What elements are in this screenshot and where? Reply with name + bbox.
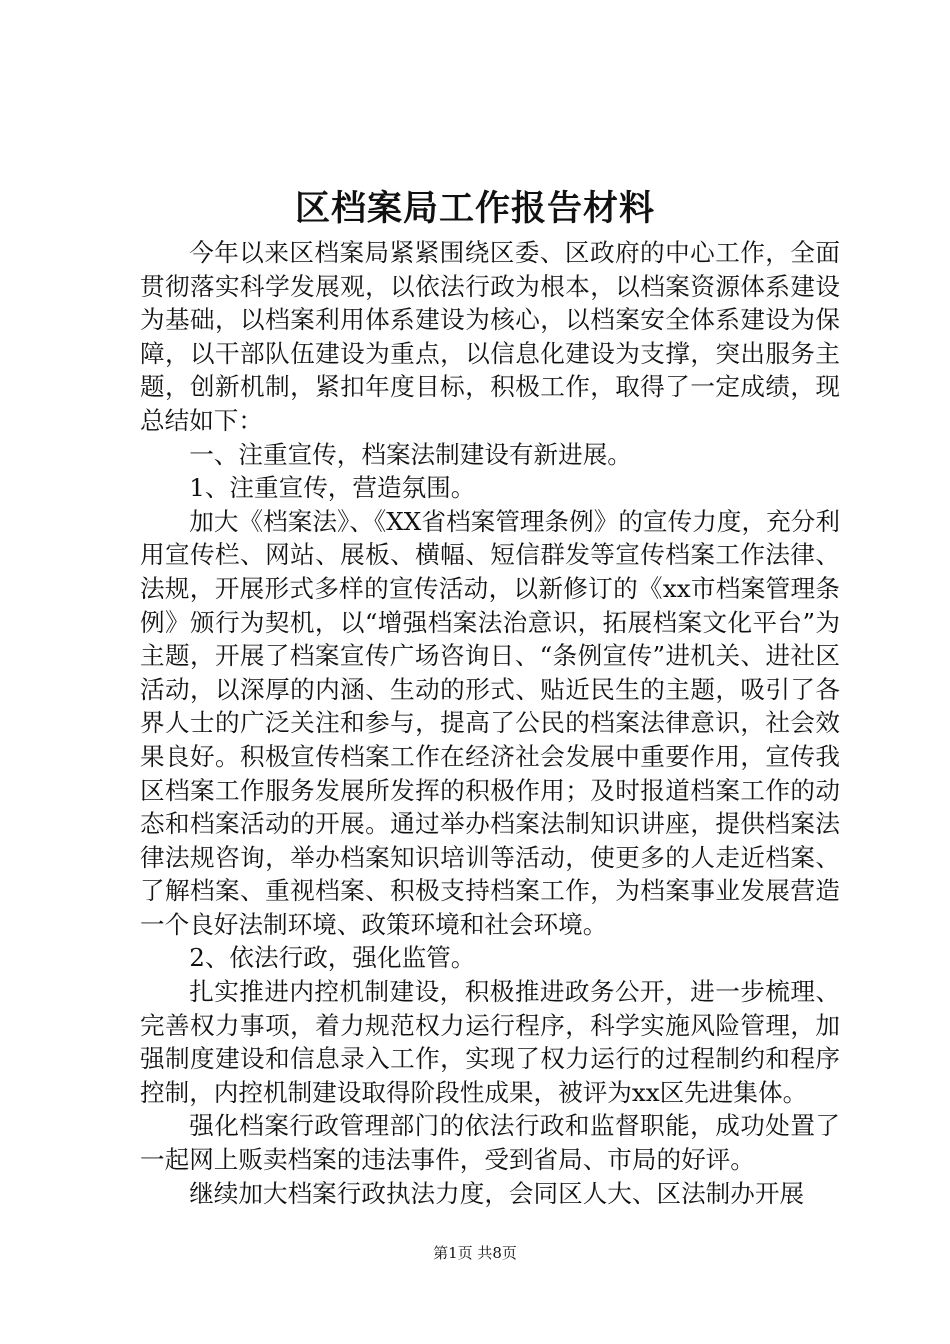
section-heading-1: 一、注重宣传，档案法制建设有新进展。 [189,439,632,469]
paragraph-internal-control: 扎实推进内控机制建设，积极推进政务公开，进一步梳理、完善权力事项，着力规范权力运行程序，科学实施风险管理，加强制度建设和信息录入工作，实现了权力运行的过程制约和程序控制，内控机制建设取得阶段性成果，被评为xx区先进集体。 [140,977,840,1107]
paragraph-enforcement: 继续加大档案行政执法力度，会同区人大、区法制办开展 [189,1178,805,1208]
document-title: 区档案局工作报告材料 [294,188,655,229]
paragraph-supervision: 强化档案行政管理部门的依法行政和监督职能，成功处置了一起网上贩卖档案的违法事件，受到省局、市局的好评。 [140,1111,840,1175]
paragraph-intro: 今年以来区档案局紧紧围绕区委、区政府的中心工作，全面贯彻落实科学发展观，以依法行政为根本，以档案资源体系建设为基础，以档案利用体系建设为核心，以档案安全体系建设为保障，以干部队伍建设为重点，以信息化建设为支撑，突出服务主题，创新机制，紧扣年度目标，积极工作，取得了一定成绩，现总结如下： [140,238,840,435]
page-number-footer: 第1页 共8页 [433,1244,517,1262]
subsection-heading-1: 1、注重宣传，营造氛围。 [189,473,476,503]
document-body [140,236,840,1210]
subsection-heading-2: 2、依法行政，强化监管。 [189,943,476,973]
paragraph-publicity: 加大《档案法》、《XX省档案管理条例》的宣传力度，充分利用宣传栏、网站、展板、横幅、短信群发等宣传档案工作法律、法规，开展形式多样的宣传活动，以新修订的《xx市档案管理条例》颁行为契机，以“增强档案法治意识，拓展档案文化平台”为主题，开展了档案宣传广场咨询日、“条例宣传”进机关、进社区活动，以深厚的内涵、生动的形式、贴近民生的主题，吸引了各界人士的广泛关注和参与，提高了公民的档案法律意识，社会效果良好。积极宣传档案工作在经济社会发展中重要作用，宣传我区档案工作服务发展所发挥的积极作用；及时报道档案工作的动态和档案活动的开展。通过举办档案法制知识讲座，提供档案法律法规咨询，举办档案知识培训等活动，使更多的人走近档案、了解档案、重视档案、积极支持档案工作，为档案事业发展营造一个良好法制环境、政策环境和社会环境。 [140,506,840,939]
